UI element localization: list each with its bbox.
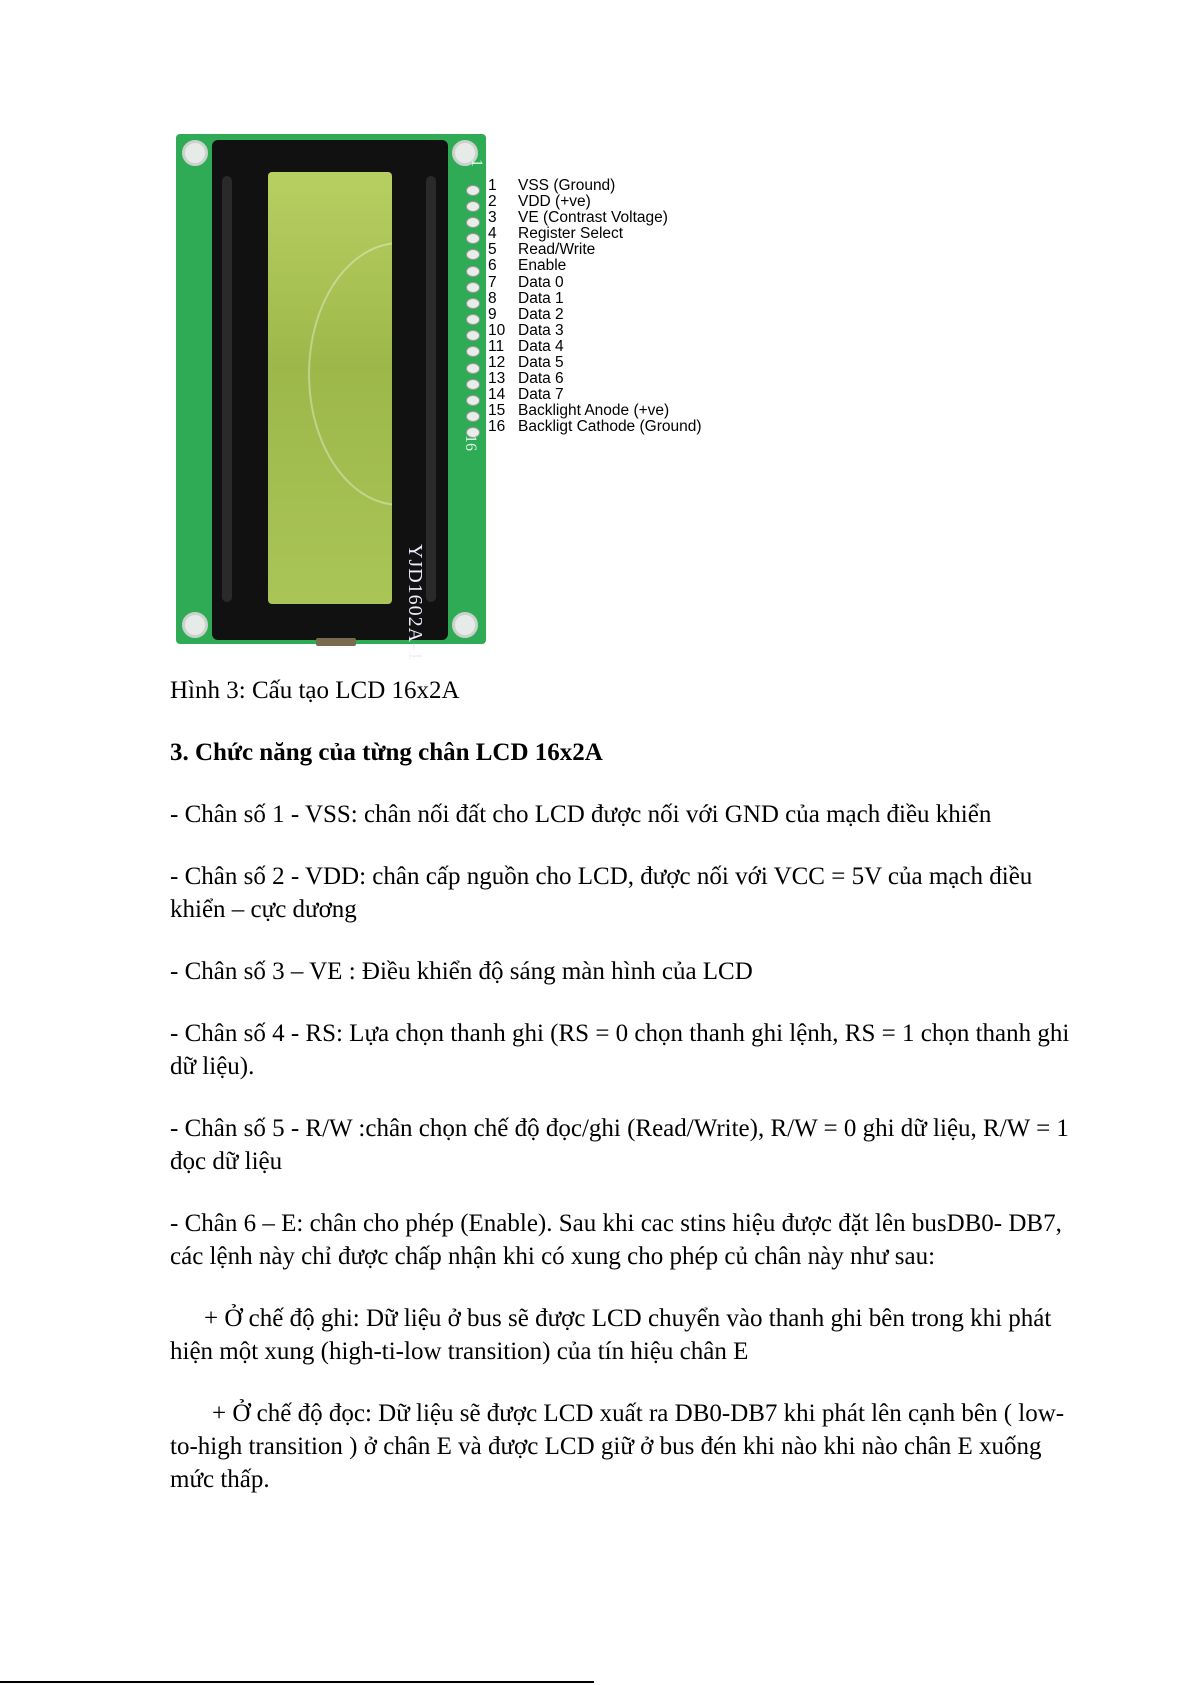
connector (316, 638, 356, 646)
paragraph: - Chân số 5 - R/W :chân chọn chế độ đọc/ghi (Read/Write), R/W = 0 ghi dữ liệu, R/W = 1 đọc dữ liệu (170, 1115, 1069, 1175)
lcd-figure (176, 134, 776, 662)
pin-label-row: 8 Data 1 (488, 289, 564, 307)
pin-label-row: 2 VDD (+ve) (488, 193, 591, 211)
pin-label-row: 10 Data 3 (488, 321, 564, 339)
pin-label-row: 14 Data 7 (488, 386, 564, 404)
pin-label-row: 5 Read/Write (488, 241, 596, 259)
paragraph: + Ở chế độ ghi: Dữ liệu ở bus sẽ được LCD chuyển vào thanh ghi bên trong khi phát hiện một xung (high-ti-low transition) của tín hiệu chân E (170, 1305, 1052, 1365)
silk-pin-1: 1 (468, 159, 485, 167)
lcd-pcb (176, 134, 486, 662)
pin-label-row: 11 Data 4 (488, 337, 564, 355)
pin-label-row: 15 Backlight Anode (+ve) (488, 402, 670, 420)
pin-label-row: 13 Data 6 (488, 370, 564, 388)
pin-labels (488, 178, 702, 436)
pin-label-row: 4 Register Select (488, 225, 624, 243)
pin-label-row: 12 Data 5 (488, 354, 564, 372)
paragraph: - Chân số 3 – VE : Điều khiển độ sáng màn hình của LCD (170, 958, 753, 985)
section-heading: 3. Chức năng của từng chân LCD 16x2A (170, 739, 603, 766)
silk-pin-16: 16 (462, 435, 479, 451)
paragraph: + Ở chế độ đọc: Dữ liệu sẽ được LCD xuất ra DB0-DB7 khi phát lên cạnh bên ( low-to-high transition ) ở chân E và được LCD giữ ở bus đén khi nào khi nào chân E xuống mức thấp. (170, 1400, 1065, 1493)
paragraph: - Chân 6 – E: chân cho phép (Enable). Sau khi cac stins hiệu được đặt lên busDB0- DB7, các lệnh này chỉ được chấp nhận khi có xung cho phép củ chân này như sau: (170, 1210, 1062, 1270)
mount-hole (182, 140, 208, 166)
paragraph: - Chân số 4 - RS: Lựa chọn thanh ghi (RS = 0 chọn thanh ghi lệnh, RS = 1 chọn thanh ghi dữ liệu). (170, 1020, 1070, 1080)
model-label: YJD1602A-1 (404, 544, 426, 662)
mount-hole (452, 612, 478, 638)
lcd-screen (268, 172, 392, 604)
footer-rule (0, 1681, 594, 1683)
pin-label-row: 1 VSS (Ground) (488, 177, 616, 194)
pin-label-row: 7 Data 0 (488, 273, 564, 291)
pin-label-row: 16 Backligt Cathode (Ground) (488, 418, 702, 436)
mount-hole (182, 612, 208, 638)
paragraph: - Chân số 1 - VSS: chân nối đất cho LCD được nối với GND của mạch điều khiển (170, 801, 992, 828)
figure-caption: Hình 3: Cấu tạo LCD 16x2A (170, 677, 460, 704)
pin-label-row: 6 Enable (488, 257, 567, 275)
pin-label-row: 3 VE (Contrast Voltage) (488, 209, 668, 227)
pin-header (466, 182, 486, 441)
paragraph: - Chân số 2 - VDD: chân cấp nguồn cho LCD, được nối với VCC = 5V của mạch điều khiển – cực dương (170, 863, 1033, 923)
document-body (170, 674, 1090, 1525)
pin-label-row: 9 Data 2 (488, 305, 564, 323)
